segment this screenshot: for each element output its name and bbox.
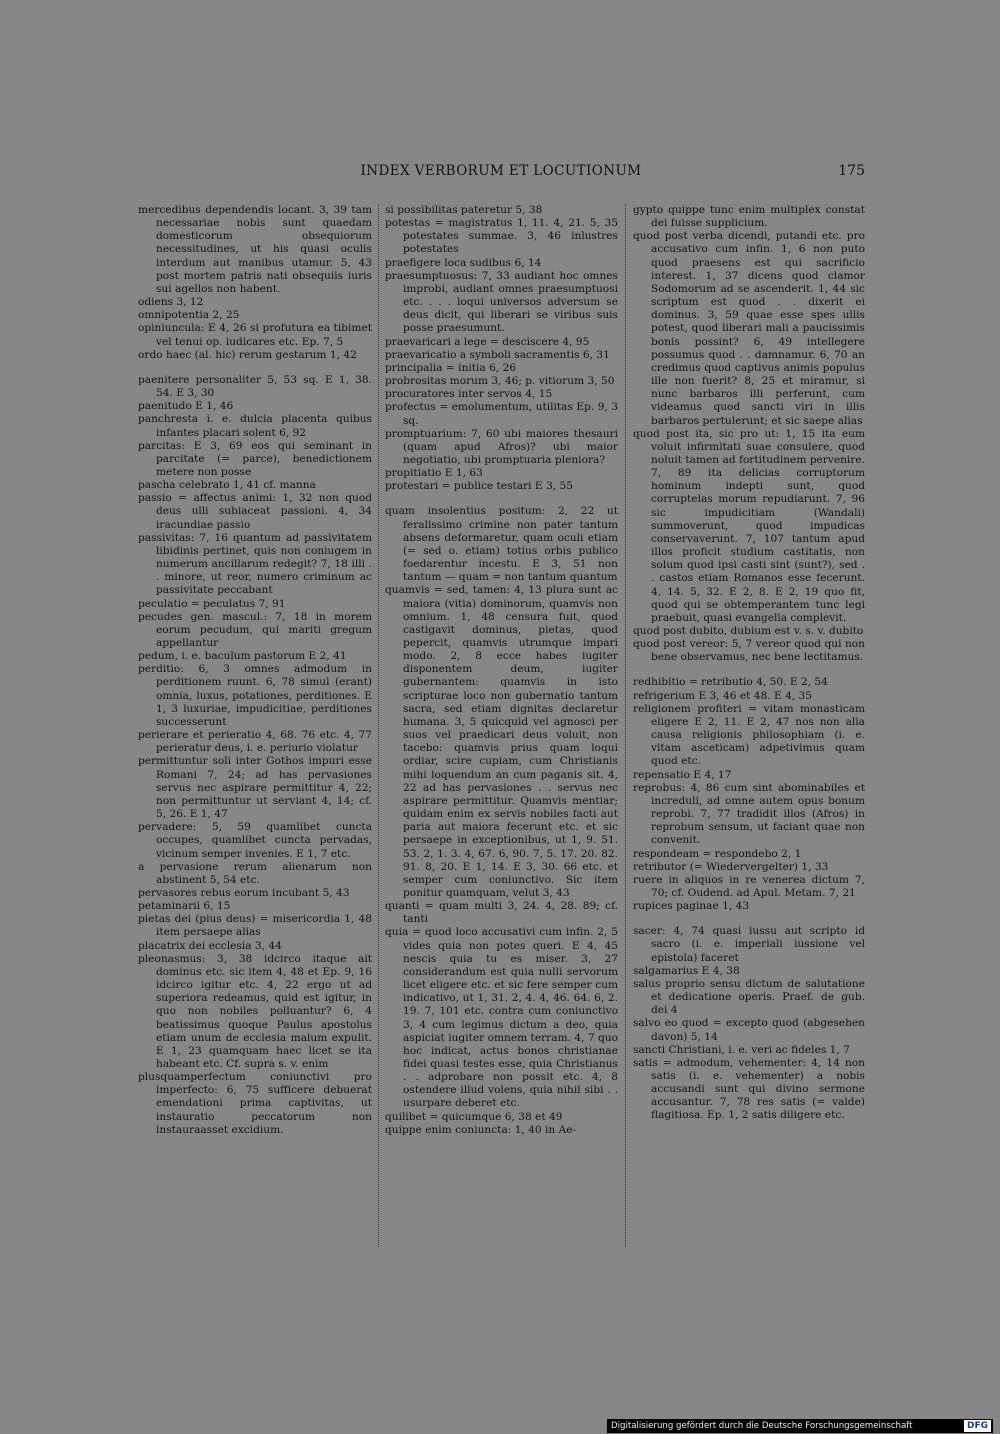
index-column-1 [138,204,372,1137]
index-entry: rupices paginae 1, 43 [633,900,750,913]
index-entry: potestas = magistratus 1, 11. 4, 21. 5, 35 potestates summae. 3, 46 inlustres potestates [385,217,618,256]
index-entry: quamvis = sed, tamen: 4, 13 plura sunt ac maiora (vitia) dominorum, quamvis non omnium. 1, 48 censura fuit, quod castigavit dominus, pietas, quod pepercit, quamvis utrumque impari modo. 2, 8 ecce habes iugiter disponentem deum, iugiter gubernantem: quamvis in isto scripturae loco non gubernatio tantum sacra, sed etiam dignitas declaretur humana. 3, 5 quicquid vel agnosci per suos vel praedicari deus voluit, non tacebo: quamvis prius quam loqui ordiar, scire cupiam, cum Christianis mihi loquendum an cum paganis sit. 4, 22 ad has pervasiones . . servus nec aspirare permittitur. Quamvis mentiar; quidam enim ex servis nobiles facti aut paria aut maiora fecerunt etc. et sic persaepe in exceptionibus, ut 1, 9. 51. 53. 2, 1. 3. 4, 67. 6, 90. 7, 5. 17. 20. 82. 91. 8, 20. E 1, 14. E 3, 30. 66 etc. et semper cum coniunctivo. Sic item ponitur quamquam, velut 3, 43 [385,584,618,899]
index-entry: perierare et perieratio 4, 68. 76 etc. 4, 77 perieratur deus, i. e. periurio violatur [138,729,372,755]
index-entry: protestari = publice testari E 3, 55 [385,480,573,493]
letter-section-gap [385,493,618,505]
column-divider [625,204,626,1247]
index-entry: pecudes gen. mascul.: 7, 18 in morem eorum pecudum, qui mariti gregum appellantur [138,610,372,649]
credit-text: Digitalisierung gefördert durch die Deutsche Forschungsgemeinschaft [611,1421,913,1431]
index-entry: religionem profiteri = vitam monasticam eligere E 2, 11. E 2, 47 nos non alia causa religionis philosophiam (i. e. vitam asceticam) adpetivimus quam quod etc. [633,702,865,768]
index-entry: panchresta i. e. dulcia placenta quibus infantes placari solent 6, 92 [138,413,372,439]
index-entry: salus proprio sensu dictum de salutatione et dedicatione operis. Praef. de gub. dei 4 [633,977,865,1017]
index-entry: propitiatio E 1, 63 [385,467,483,480]
index-entry: passio = affectus animi: 1, 32 non quod deus ulli subiaceat passioni. 4, 34 iracundiae passio [138,492,372,531]
digitization-credit [607,1419,993,1433]
index-entry: pleonasmus: 3, 38 idcirco itaque ait dominus etc. sic item 4, 48 et Ep. 9, 16 idcirco igitur etc. 4, 22 ergo ut ad superiora redeamus, quid est igitur, in quo non nobiles polluantur? 6, 4 beatissimus quoque Paulus apostolus etiam unum de ecclesia malum expulit. E 1, 23 quamquam haec licet se ita habeant etc. Cf. supra s. v. enim [138,952,372,1070]
index-entry: parcitas: E 3, 69 eos qui seminant in parcitate (= parce), benedictionem metere non posse [138,439,372,478]
index-entry: quod post ita, sic pro ut: 1, 15 ita eum voluit infirmitati suae consulere, quod noluit tamen ad fortitudinem pervenire. 7, 89 ita delicias corruptorum hominum indepti sunt, quod corruptelas morum repudiarunt. 7, 96 sic impudicitiam (Wandali) summoverunt, quod impudicas conservaverunt. 7, 107 tantum apud illos proficit studium castitatis, non solum quod ipsi casti sint (sunt?), sed . . castos etiam Romanos esse fecerunt. 4, 14. 5, 32. E 2, 8. E 2, 19 quo fit, quod qui se obtemperantem tunc legi praebuit, quasi evangelia complevit. [633,427,866,624]
index-entry: passivitas: 7, 16 quantum ad passivitatem libidinis pertinet, quis non coniugem in numerum ancillarum redegit? 7, 18 illi . . minore, ut reor, numero criminum ac passivitate peccabant [138,531,372,597]
index-entry: sacer: 4, 74 quasi iussu aut scripto id sacro (i. e. imperiali iussione vel epistola) faceret [633,925,865,964]
index-entry: si possibilitas pateretur 5, 38 [385,204,543,216]
index-entry: peculatio = peculatus 7, 91 [138,597,286,610]
index-entry: reprobus: 4, 86 cum sint abominabiles et increduli, ad omne autem opus bonum reprobi. 7, 77 tradidit illos (Afros) in reprobum sensum, ut faciant quae non convenit. [633,781,865,847]
index-entry: redhibitio = retributio 4, 50. E 2, 54 [633,676,828,689]
running-header [137,163,865,185]
index-entry: omnipotentia 2, 25 [138,309,240,322]
index-entry: quippe enim coniuncta: 1, 40 in Ae- [385,1123,577,1136]
index-entry: opiniuncula: E 4, 26 si profutura ea tibimet vel tenui op. iudicares etc. Ep. 7, 5 [138,322,372,348]
index-entry: retributor (= Wiedervergelter) 1, 33 [633,860,829,873]
column-divider [378,204,379,1247]
index-entry: principalia = initia 6, 26 [385,361,517,374]
index-entry: pascha celebrato 1, 41 cf. manna [138,479,316,492]
letter-section-gap [633,664,865,676]
index-entry: profectus = emolumentum, utilitas Ep. 9, 3 sq. [385,401,618,427]
index-entry: quod post vereor: 5, 7 vereor quod qui non bene observamus, nec bene lectitamus. [633,638,865,664]
index-entry: quam insolentius positum: 2, 22 ut feralissimo crimine non pater tantum absens deformaretur, quam oculi etiam (= sed o. etiam) totius orbis publico foedarentur incestu. E 3, 51 non tantum — quam = non tantum quantum [385,505,618,584]
index-entry: sancti Christiani, i. e. veri ac fideles 1, 7 [633,1043,850,1056]
index-entry: ordo haec (al. hic) rerum gestarum 1, 42 [138,348,357,361]
index-entry: paenitudo E 1, 46 [138,400,234,413]
index-entry: refrigerium E 3, 46 et 48. E 4, 35 [633,689,813,702]
index-entry: placatrix dei ecclesia 3, 44 [138,939,282,952]
index-column-3 [633,204,865,1123]
index-entry: praesumptuosus: 7, 33 audiant hoc omnes improbi, audiant omnes praesumptuosi etc. . . . loqui universos adversum se deus dicit, qui liberari se viribus suis posse praesumunt. [385,269,618,335]
page-title: INDEX VERBORUM ET LOCUTIONUM [360,163,642,179]
dfg-logo: DFG [964,1420,991,1432]
index-entry: probrositas morum 3, 46; p. vitiorum 3, 50 [385,375,615,388]
index-entry: mercedibus dependendis locant. 3, 39 tam necessariae nobis sunt quaedam domesticorum obsequiorum necessitudines, ut his quasi oculis interdum aut manibus utamur. 5, 43 post mortem patris nati obsequiis iuris sui agellos non habent. [138,204,372,295]
index-entry: pervadere: 5, 59 quamlibet cuncta occupes, quamlibet cuncta pervadas, vicinum semper invenies. E 1, 7 etc. [138,821,372,860]
index-entry: permittuntur soli inter Gothos impuri esse Romani 7, 24; ad has pervasiones servus nec aspirare permittitur 4, 22; non permittuntur ut serviant 4, 14; cf. 5, 26. E 1, 47 [138,755,372,821]
index-entry: petaminarii 6, 15 [138,900,231,913]
index-entry: satis = admodum, vehementer: 4, 14 non satis (i. e. vehementer) a nobis accusandi sunt qui divino sermone accusantur. 7, 78 res satis (= valde) flagitiosa. Ep. 1, 2 satis diligere etc. [633,1056,865,1122]
index-entry: quod post dubito, dubium est v. s. v. dubito [633,625,864,637]
index-entry: quanti = quam multi 3, 24. 4, 28. 89; cf. tanti [385,900,618,926]
index-entry: praevaricari a lege = desciscere 4, 95 [385,335,590,348]
letter-section-gap [633,913,865,925]
index-entry: ruere in aliquos in re venerea dictum 7, 70; cf. Oudend. ad Apul. Metam. 7, 21 [633,873,865,899]
index-entry: salgamarius E 4, 38 [633,964,740,977]
index-entry: quilibet = quicumque 6, 38 et 49 [385,1110,563,1123]
index-entry: praevaricatio a symboli sacramentis 6, 31 [385,348,610,361]
index-entry: pietas dei (pius deus) = misericordia 1, 48 item persaepe alias [138,913,372,939]
index-entry: odiens 3, 12 [138,296,204,309]
index-entry: praefigere loca sudibus 6, 14 [385,256,542,269]
index-entry: perditio: 6, 3 omnes admodum in perditionem ruunt. 6, 78 simul (erant) omnia, luxus, potationes, perditiones. E 1, 3 luxuriae, impudicitiae, perditiones successerunt [138,663,372,728]
index-entry: salvo eo quod = excepto quod (abgesehen davon) 5, 14 [633,1017,865,1043]
index-entry: pervasores rebus eorum incubant 5, 43 [138,886,350,899]
index-entry: pedum, i. e. baculum pastorum E 2, 41 [138,650,347,663]
index-entry: quod post verba dicendi, putandi etc. pro accusativo cum infin. 1, 6 non puto quod praesens est qui sacrificio interest. 1, 37 dicens quod clamor Sodomorum ad se ascenderit. 1, 44 sic scriptum est quod . . dixerit ei dominus. 3, 59 quae esse spes ullis potest, quod liberari mali a paucissimis bonis possint? 6, 49 intellegere possumus quod . . damnamur. 6, 70 an credimus quod captivus animis populus ille non fuerit? 8, 25 et miramur, si nunc barbaros illi perferunt, cum videamus quod sancti viri in illis barbaros pertulerunt; et sic saepe alias [633,230,865,427]
letter-section-gap [138,362,372,374]
page-number: 175 [838,163,865,179]
index-entry: procuratores inter servos 4, 15 [385,388,553,401]
index-entry: plusquamperfectum coniunctivi pro imperfecto: 6, 75 sufficere debuerat emendationi prima captivitas, ut instauratio peccatorum non instauraasset excidium. [138,1071,372,1136]
index-entry: promptuarium: 7, 60 ubi maiores thesauri (quam apud Afros)? ubi maior negotiatio, ubi promptuaria pleniora? [385,427,618,466]
index-entry: quia = quod loco accusativi cum infin. 2, 5 vides quia non potes queri. E 4, 45 nescis quia tu es miser. 3, 27 considerandum est quia nulli servorum licet eligere etc. et sic fere semper cum indicativo, ut 1, 31. 2, 4. 4, 46. 64. 6, 2. 19. 7, 101 etc. contra cum coniunctivo 3, 4 cum legimus dictum a deo, quia aspiciat iugiter omnem terram. 4, 7 quo hoc indicat, actus bonos christianae fidei quasi testes esse, quia Christianus . . adprobare non possit etc. 4, 8 ostendere illud volens, quia nihil sibi . . usurpare deberet etc. [385,926,618,1110]
index-entry: a pervasione rerum alienarum non abstinent 5, 54 etc. [138,860,372,886]
index-entry: gypto quippe tunc enim multiplex constat dei fuisse supplicium. [633,204,865,230]
index-column-2 [385,204,618,1137]
index-entry: repensatio E 4, 17 [633,768,732,781]
index-entry: respondeam = respondebo 2, 1 [633,847,802,860]
index-entry: paenitere personaliter 5, 53 sq. E 1, 38. 54. E 3, 30 [138,373,372,400]
